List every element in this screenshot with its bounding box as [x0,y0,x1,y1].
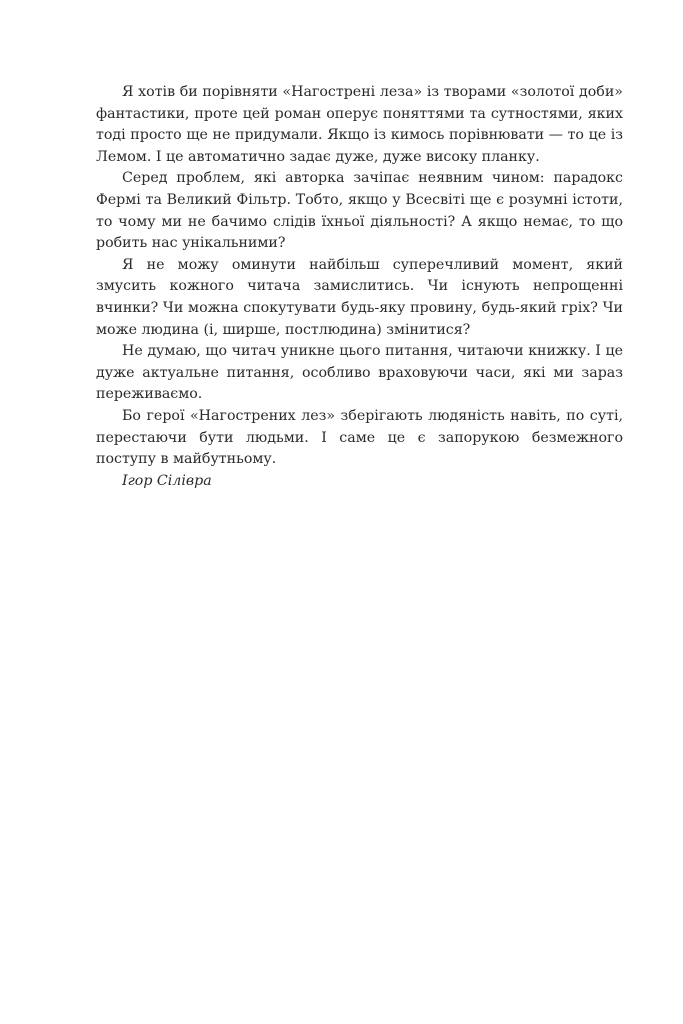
foreword-text [96,82,623,492]
author-signature: Ігор Сілівра [122,472,212,489]
paragraph: Я не можу оминути найбільш суперечливий момент, який змусить кожного читача замислитись. Чи існують непрощенні вчинки? Чи можна спокутувати будь-яку провину, будь-який гріх? Чи може людина (і, ширше, постлюдина) змінитися? [96,256,623,338]
paragraph: Серед проблем, які авторка зачіпає неявним чином: парадокс Фермі та Великий Фільтр. Тобто, якщо у Всесвіті ще є розумні істоти, то чому ми не бачимо слідів їхньої діяльності? А якщо немає, то що робить нас унікальними? [96,170,623,252]
paragraph: Не думаю, що читач уникне цього питання, читаючи книжку. І це дуже актуальне питання, особливо враховуючи часи, які ми зараз переживаємо. [96,343,623,403]
paragraph: Бо герої «Нагострених лез» зберігають людяність навіть, по суті, перестаючи бути людьми. І саме це є запорукою безмежного поступу в майбутньому. [96,407,623,468]
paragraph: Я хотів би порівняти «Нагострені леза» із творами «золотої доби» фантастики, проте цей роман оперує поняттями та сутностями, яких тоді просто ще не придумали. Якщо із кимось порівнювати — то це із Лемом. І це автоматично задає дуже, дуже високу планку. [96,84,623,165]
